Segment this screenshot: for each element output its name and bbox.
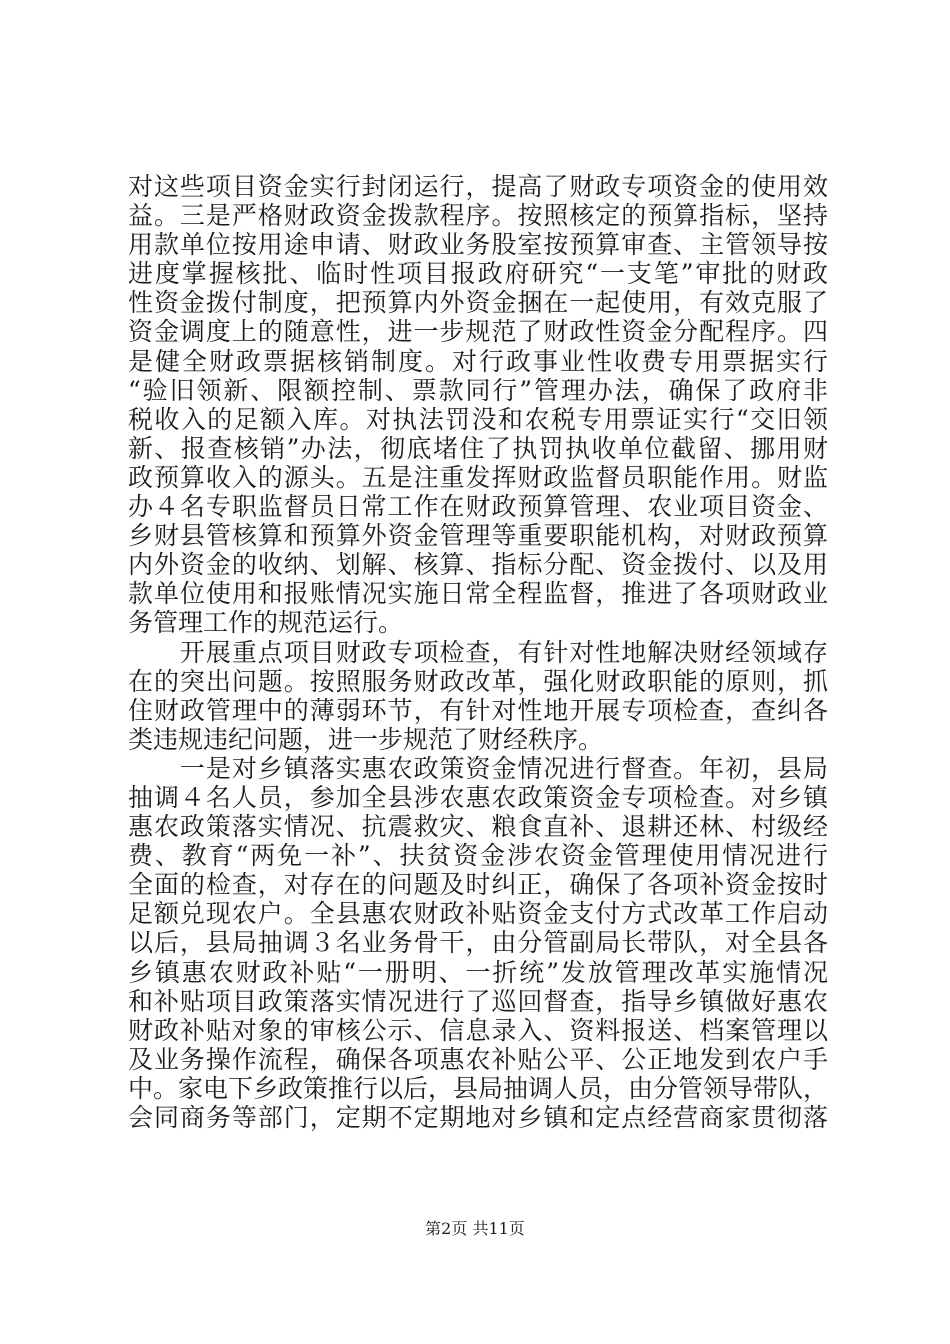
text-line: 办４名专职监督员日常工作在财政预算管理、农业项目资金、 (128, 492, 828, 522)
page-number-footer: 第2页 共11页 (425, 1219, 525, 1238)
text-line: 一是对乡镇落实惠农政策资金情况进行督查。年初，县局 (128, 753, 828, 783)
text-line: 政预算收入的源头。五是注重发挥财政监督员职能作用。财监 (128, 462, 828, 492)
text-line: 性资金拨付制度，把预算内外资金捆在一起使用，有效克服了 (128, 288, 828, 318)
text-line: 益。三是严格财政资金拨款程序。按照核定的预算指标，坚持 (128, 201, 828, 231)
text-line: 惠农政策落实情况、抗震救灾、粮食直补、退耕还林、村级经 (128, 812, 828, 842)
text-line: 足额兑现农户。全县惠农财政补贴资金支付方式改革工作启动 (128, 899, 828, 929)
text-line: 和补贴项目政策落实情况进行了巡回督查，指导乡镇做好惠农 (128, 986, 828, 1016)
text-line: 税收入的足额入库。对执法罚没和农税专用票证实行“交旧领 (128, 404, 828, 434)
text-line: 开展重点项目财政专项检查，有针对性地解决财经领域存 (128, 637, 828, 667)
text-line: 抽调４名人员，参加全县涉农惠农政策资金专项检查。对乡镇 (128, 782, 828, 812)
paragraph (128, 754, 828, 1132)
text-line: “验旧领新、限额控制、票款同行”管理办法，确保了政府非 (128, 375, 828, 405)
document-body (128, 172, 828, 1132)
text-line: 是健全财政票据核销制度。对行政事业性收费专用票据实行 (128, 346, 828, 376)
text-line: 内外资金的收纳、划解、核算、指标分配、资金拨付、以及用 (128, 550, 828, 580)
text-line: 中。家电下乡政策推行以后，县局抽调人员，由分管领导带队， (128, 1073, 829, 1103)
text-line: 款单位使用和报账情况实施日常全程监督，推进了各项财政业 (128, 579, 828, 609)
text-line: 乡财县管核算和预算外资金管理等重要职能机构，对财政预算 (128, 521, 828, 551)
text-line: 进度掌握核批、临时性项目报政府研究“一支笔”审批的财政 (128, 259, 828, 289)
paragraph (128, 638, 828, 754)
text-line: 用款单位按用途申请、财政业务股室按预算审查、主管领导按 (128, 230, 828, 260)
text-line: 新、报查核销”办法，彻底堵住了执罚执收单位截留、挪用财 (128, 433, 828, 463)
text-line: 会同商务等部门，定期不定期地对乡镇和定点经营商家贯彻落 (128, 1103, 828, 1132)
text-line: 全面的检查，对存在的问题及时纠正，确保了各项补资金按时 (128, 870, 828, 900)
text-line: 及业务操作流程，确保各项惠农补贴公平、公正地发到农户手 (128, 1044, 828, 1074)
text-line: 在的突出问题。按照服务财政改革，强化财政职能的原则，抓 (128, 666, 828, 696)
text-line: 以后，县局抽调３名业务骨干，由分管副局长带队，对全县各 (128, 928, 828, 958)
text-line: 类违规违纪问题，进一步规范了财经秩序。 (128, 724, 604, 754)
text-line: 对这些项目资金实行封闭运行，提高了财政专项资金的使用效 (128, 172, 828, 201)
text-line: 务管理工作的规范运行。 (128, 608, 404, 638)
paragraph (128, 172, 828, 638)
text-line: 费、教育“两免一补”、扶贫资金涉农资金管理使用情况进行 (128, 841, 828, 871)
text-line: 住财政管理中的薄弱环节，有针对性地开展专项检查，查纠各 (128, 695, 828, 725)
text-line: 财政补贴对象的审核公示、信息录入、资料报送、档案管理以 (128, 1015, 828, 1045)
text-line: 乡镇惠农财政补贴“一册明、一折统”发放管理改革实施情况 (128, 957, 828, 987)
text-line: 资金调度上的随意性，进一步规范了财政性资金分配程序。四 (128, 317, 828, 347)
